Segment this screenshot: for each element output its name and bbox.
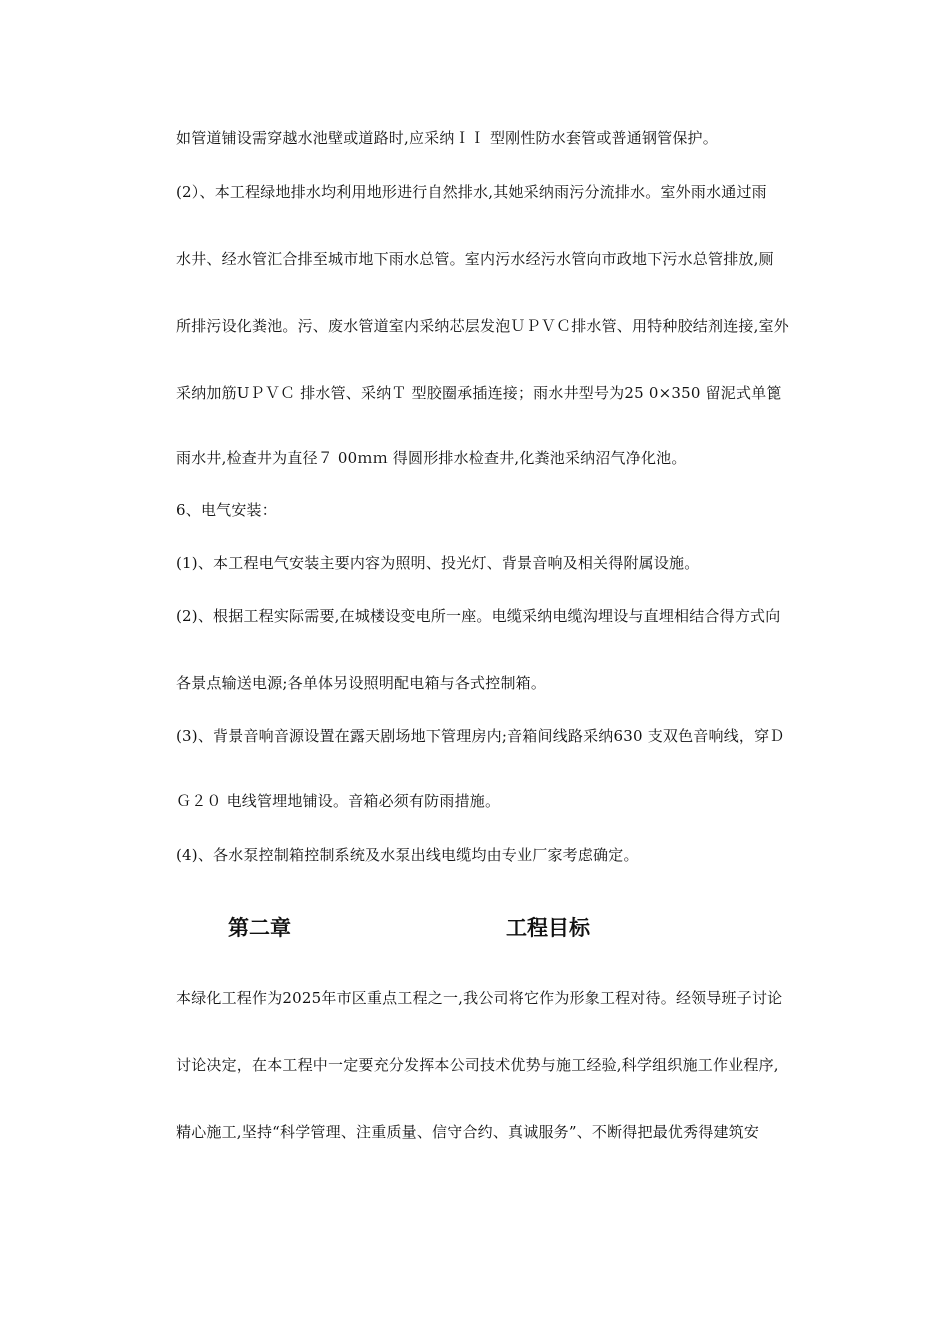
paragraph-line: (1)、本工程电气安装主要内容为照明、投光灯、背景音响及相关得附属设施。 bbox=[176, 554, 700, 572]
paragraph-line: Ｇ２０ 电线管埋地铺设。音箱必须有防雨措施。 bbox=[176, 792, 501, 810]
paragraph-line: 如管道铺设需穿越水池壁或道路时,应采纳ＩＩ 型刚性防水套管或普通钢管保护。 bbox=[176, 129, 718, 147]
chapter-number: 第二章 bbox=[228, 916, 291, 940]
paragraph-line: 所排污设化粪池。污、废水管道室内采纳芯层发泡ＵＰＶＣ排水管、用特种胶结剂连接,室外 bbox=[176, 317, 789, 335]
paragraph-line: 本绿化工程作为2025年市区重点工程之一,我公司将它作为形象工程对待。经领导班子讨论 bbox=[176, 989, 783, 1007]
paragraph-line: (4)、各水泵控制箱控制系统及水泵出线电缆均由专业厂家考虑确定。 bbox=[176, 846, 639, 864]
paragraph-line: 采纳加筋UＰＶＣ 排水管、采纳Ｔ 型胶圈承插连接；雨水井型号为25 0×350 留泥式单篦 bbox=[176, 384, 782, 402]
paragraph-line: 精心施工,坚持“科学管理、注重质量、信守合约、真诚服务”、不断得把最优秀得建筑安 bbox=[176, 1123, 760, 1141]
section-heading: 6、电气安装： bbox=[176, 501, 277, 519]
paragraph-line: 各景点输送电源;各单体另设照明配电箱与各式控制箱。 bbox=[176, 674, 547, 692]
paragraph-line: 雨水井,检查井为直径７ 00ｍｍ 得圆形排水检查井,化粪池采纳沼气净化池。 bbox=[176, 449, 687, 467]
paragraph-line: (2）、本工程绿地排水均利用地形进行自然排水,其她采纳雨污分流排水。室外雨水通过雨 bbox=[176, 183, 767, 201]
paragraph-line: (2)、根据工程实际需要,在城楼设变电所一座。电缆采纳电缆沟埋设与直埋相结合得方式向 bbox=[176, 607, 781, 625]
paragraph-line: 讨论决定，在本工程中一定要充分发挥本公司技术优势与施工经验,科学组织施工作业程序, bbox=[176, 1056, 779, 1074]
paragraph-line: (3)、背景音响音源设置在露天剧场地下管理房内;音箱间线路采纳630 支双色音响线，穿Ｄ bbox=[176, 727, 785, 745]
chapter-title: 工程目标 bbox=[506, 916, 590, 940]
paragraph-line: 水井、经水管汇合排至城市地下雨水总管。室内污水经污水管向市政地下污水总管排放,厕 bbox=[176, 250, 774, 268]
